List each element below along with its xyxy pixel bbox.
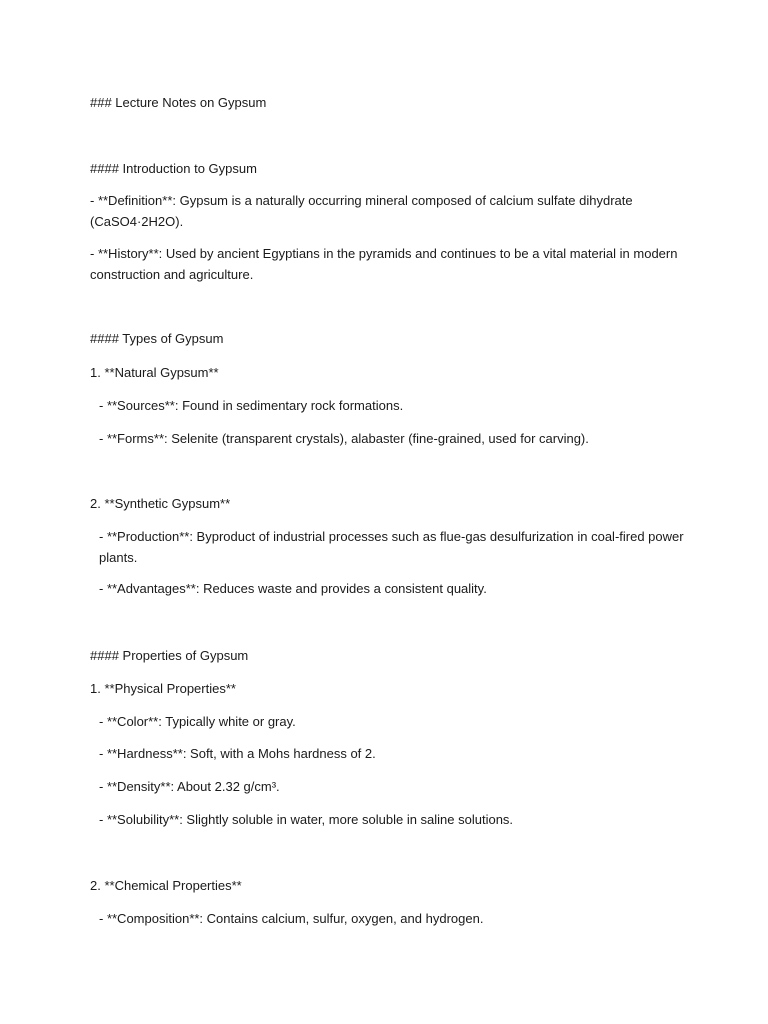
color-item: - **Color**: Typically white or gray. [99, 714, 296, 729]
synthetic-production-item: - **Production**: Byproduct of industrial processes such as flue-gas desulfurization in coal-fired power plants. [99, 529, 684, 565]
natural-sources-item: - **Sources**: Found in sedimentary rock formations. [99, 398, 404, 413]
solubility-item: - **Solubility**: Slightly soluble in water, more soluble in saline solutions. [99, 812, 514, 827]
definition-paragraph: - **Definition**: Gypsum is a naturally occurring mineral composed of calcium sulfate dihydrate (CaSO4·2H2O). [90, 193, 633, 229]
section-heading-properties: #### Properties of Gypsum [90, 648, 249, 663]
chemical-properties-item: 2. **Chemical Properties** [90, 878, 242, 893]
synthetic-gypsum-item: 2. **Synthetic Gypsum** [90, 496, 231, 511]
document-title: ### Lecture Notes on Gypsum [90, 95, 267, 110]
density-item: - **Density**: About 2.32 g/cm³. [99, 779, 280, 794]
section-heading-introduction: #### Introduction to Gypsum [90, 161, 257, 176]
history-paragraph: - **History**: Used by ancient Egyptians in the pyramids and continues to be a vital material in modern construction and agriculture. [90, 246, 678, 282]
natural-gypsum-item: 1. **Natural Gypsum** [90, 365, 219, 380]
section-heading-types: #### Types of Gypsum [90, 331, 224, 346]
synthetic-advantages-item: - **Advantages**: Reduces waste and provides a consistent quality. [99, 581, 487, 596]
physical-properties-item: 1. **Physical Properties** [90, 681, 236, 696]
composition-item: - **Composition**: Contains calcium, sulfur, oxygen, and hydrogen. [99, 911, 484, 926]
hardness-item: - **Hardness**: Soft, with a Mohs hardness of 2. [99, 746, 376, 761]
natural-forms-item: - **Forms**: Selenite (transparent crystals), alabaster (fine-grained, used for carving). [99, 431, 589, 446]
